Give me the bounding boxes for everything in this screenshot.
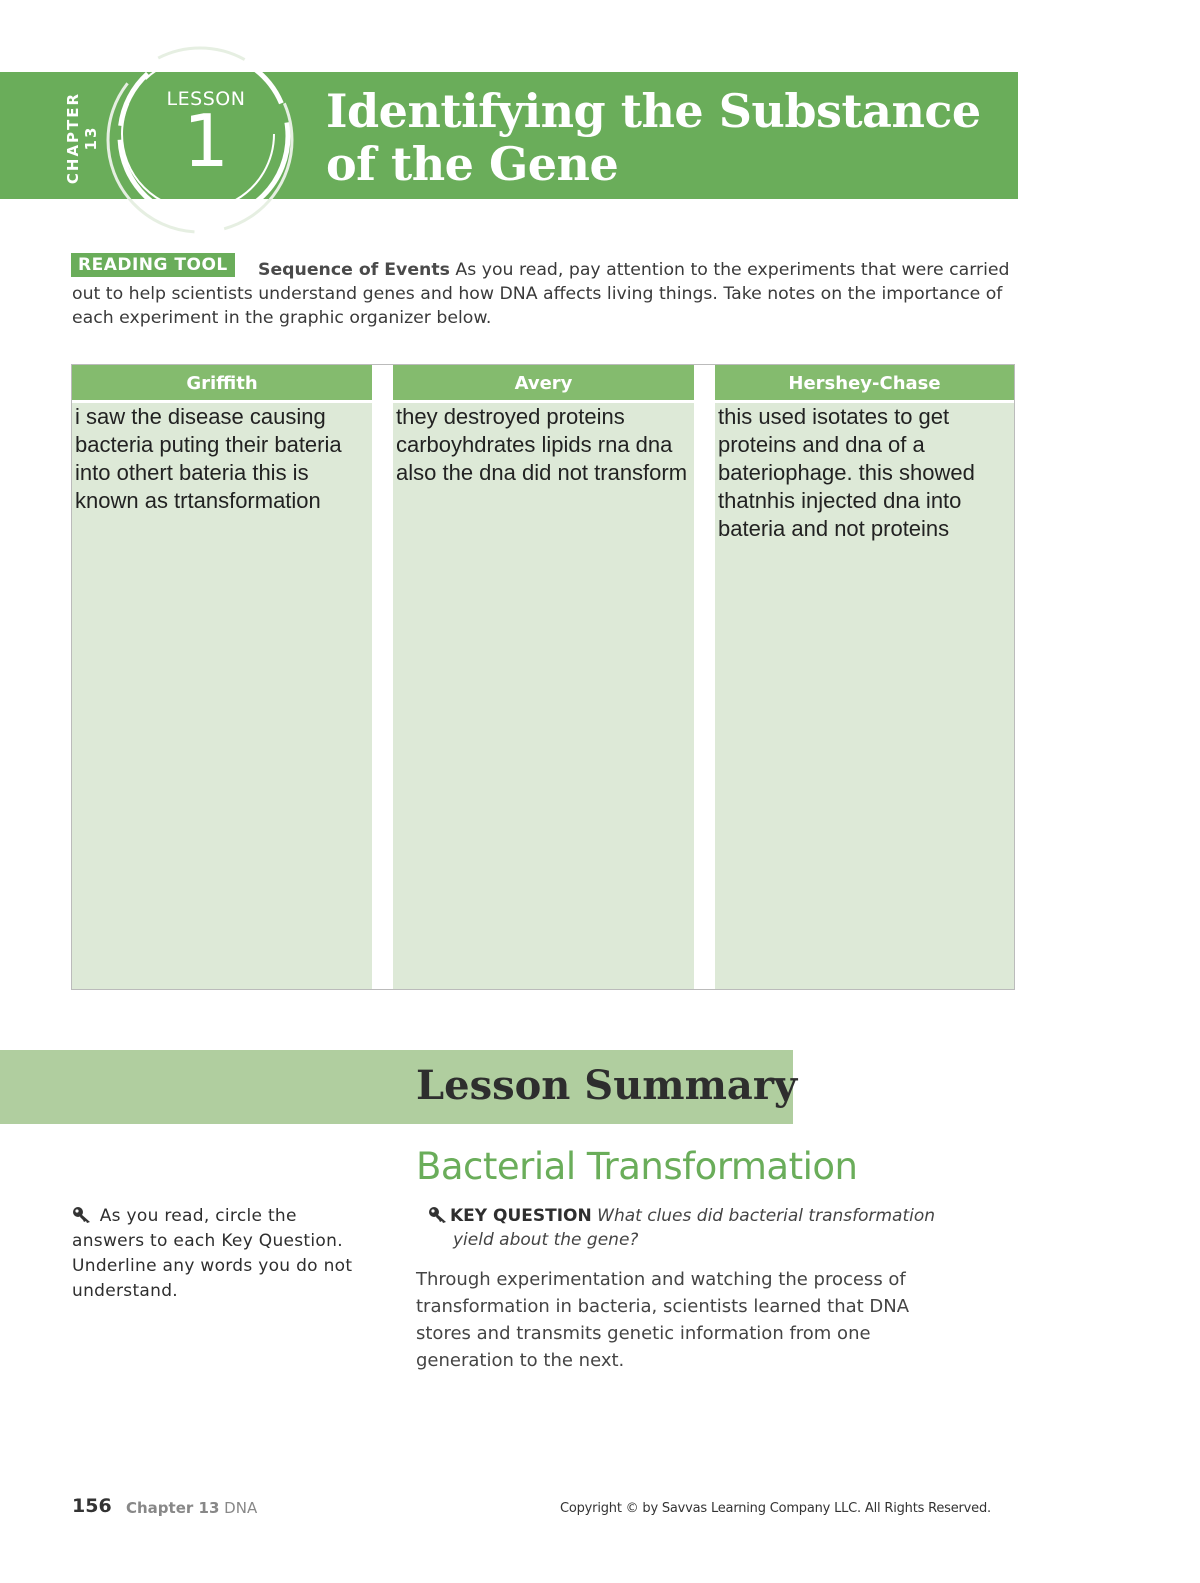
key-icon: [72, 1206, 94, 1224]
organizer-column-griffith: [72, 365, 372, 989]
key-question: [428, 1204, 988, 1252]
key-question-text-line-2: yield about the gene?: [453, 1230, 639, 1250]
lesson-label: LESSON: [166, 88, 246, 110]
organizer-answer-field[interactable]: they destroyed proteins carboyhdrates lipids rna dna also the dna did not transform: [393, 403, 694, 989]
organizer-column-avery: [393, 365, 694, 989]
page-number: 156: [72, 1495, 112, 1517]
reading-tool-badge: READING TOOL: [71, 253, 235, 277]
page-title-line-1: Identifying the Substance: [326, 84, 981, 138]
chapter-label: CHAPTER 13: [64, 91, 100, 185]
footer-chapter-topic: DNA: [224, 1499, 258, 1517]
key-icon: [428, 1206, 450, 1224]
side-note: [72, 1204, 372, 1304]
summary-body: Through experimentation and watching the process of transformation in bacteria, scientists learned that DNA stores and transmits genetic information from one generation to the next.: [416, 1269, 910, 1371]
reading-tool-instructions: [72, 258, 1012, 330]
column-divider: [372, 365, 393, 989]
lesson-number: 1: [183, 99, 229, 183]
column-divider: [694, 365, 715, 989]
graphic-organizer: [71, 364, 1015, 990]
summary-title: Lesson Summary: [416, 1062, 798, 1109]
page-title-line-2: of the Gene: [326, 137, 619, 191]
footer-chapter-word: Chapter 13: [126, 1499, 220, 1517]
section-heading: Bacterial Transformation: [416, 1145, 858, 1188]
organizer-header: Griffith: [72, 365, 372, 400]
side-note-text: As you read, circle the answers to each Key Question. Underline any words you do not understand.: [72, 1206, 353, 1301]
footer-chapter: [126, 1499, 257, 1517]
organizer-answer-field[interactable]: this used isotates to get proteins and dna of a bateriophage. this showed thatnhis injected dna into bateria and not proteins: [715, 403, 1014, 989]
organizer-header: Avery: [393, 365, 694, 400]
key-question-text-line-1: What clues did bacterial transformation: [597, 1206, 936, 1226]
reading-tool-text: As you read, pay attention to the experiments that were carried out to help scientists understand genes and how DNA affects living things. Take notes on the importance of each experiment in the graphic organizer below.: [72, 260, 1010, 328]
key-question-label: KEY QUESTION: [450, 1206, 592, 1226]
organizer-answer-field[interactable]: i saw the disease causing bacteria puting their bateria into othert bateria this is known as trtansformation: [72, 403, 372, 989]
reading-tool-skill: Sequence of Events: [258, 260, 450, 280]
organizer-column-hershey-chase: [715, 365, 1014, 989]
organizer-header: Hershey-Chase: [715, 365, 1014, 400]
copyright: Copyright © by Savvas Learning Company LLC. All Rights Reserved.: [560, 1501, 991, 1516]
